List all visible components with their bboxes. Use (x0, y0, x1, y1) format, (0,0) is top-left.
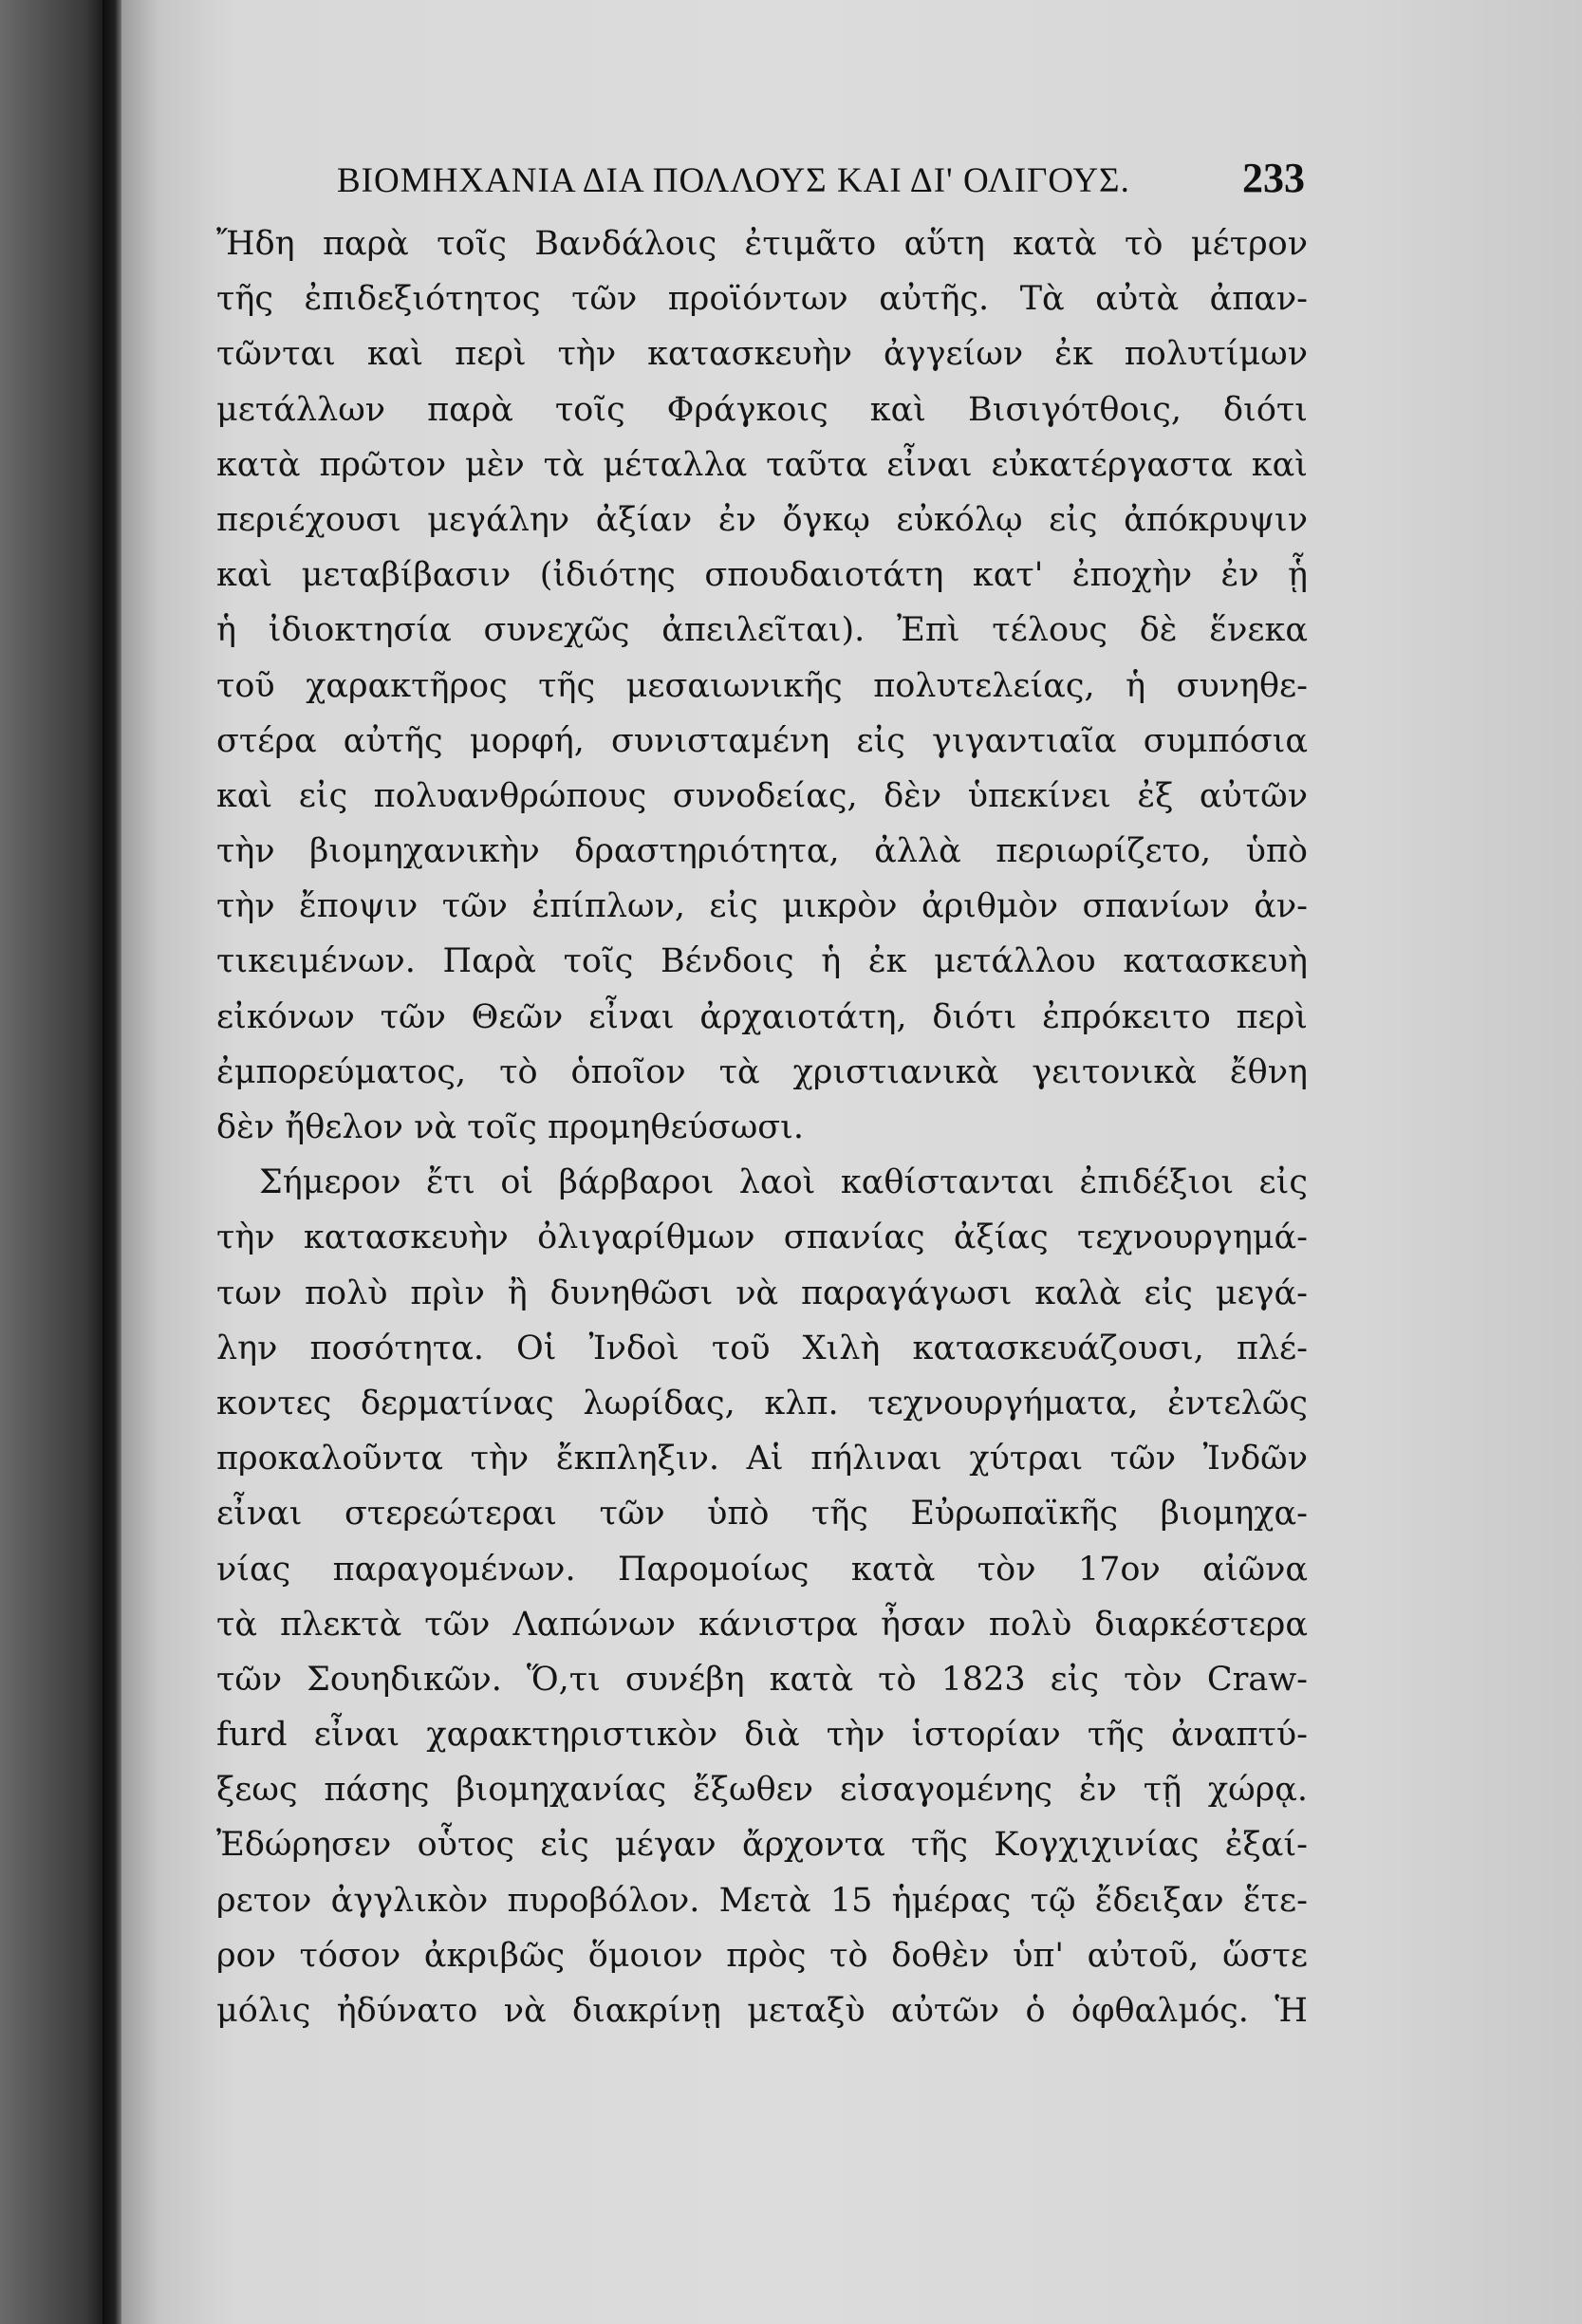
text-line: κοντες δερματίνας λωρίδας, κλπ. τεχνουργήματα, ἐντελῶς (216, 1384, 1308, 1422)
text-line: Σήμερον ἔτι οἱ βάρβαροι λαοὶ καθίστανται ἐπιδέξιοι εἰς (259, 1163, 1308, 1202)
text-line: καὶ μεταβίβασιν (ἰδιότης σπουδαιοτάτη κατ' ἐποχὴν ἐν ᾗ (216, 556, 1308, 595)
text-line: τῆς ἐπιδεξιότητος τῶν προϊόντων αὐτῆς. Τὰ αὐτὰ ἀπαν- (216, 280, 1308, 319)
text-line: στέρα αὐτῆς μορφή, συνισταμένη εἰς γιγαντιαῖα συμπόσια (216, 721, 1308, 760)
text-line: μόλις ἠδύνατο νὰ διακρίνῃ μεταξὺ αὐτῶν ὁ ὀφθαλμός. Ἡ (216, 1992, 1308, 2030)
text-line: εἰκόνων τῶν Θεῶν εἶναι ἀρχαιοτάτη, διότι ἐπρόκειτο περὶ (216, 997, 1308, 1036)
spine-shadow (102, 0, 123, 2324)
text-line: ρετον ἀγγλικὸν πυροβόλον. Μετὰ 15 ἡμέρας τῷ ἔδειξαν ἕτε- (216, 1881, 1308, 1920)
text-line: τοῦ χαρακτῆρος τῆς μεσαιωνικῆς πολυτελείας, ἡ συνηθε- (216, 666, 1308, 705)
text-line: Ἤδη παρὰ τοῖς Βανδάλοις ἐτιμᾶτο αὕτη κατὰ τὸ μέτρον (216, 225, 1308, 263)
text-line: νίας παραγομένων. Παρομοίως κατὰ τὸν 17ον αἰῶνα (216, 1550, 1308, 1589)
text-line: μετάλλων παρὰ τοῖς Φράγκοις καὶ Βισιγότθοις, διότι (216, 390, 1308, 429)
text-line: εἶναι στερεώτεραι τῶν ὑπὸ τῆς Εὐρωπαϊκῆς βιομηχα- (216, 1495, 1308, 1534)
text-line: περιέχουσι μεγάλην ἀξίαν ἐν ὄγκῳ εὐκόλῳ εἰς ἀπόκρυψιν (216, 500, 1308, 539)
text-line: τῶν Σουηδικῶν. Ὅ,τι συνέβη κατὰ τὸ 1823 εἰς τὸν Craw- (216, 1660, 1308, 1699)
text-line: τὴν κατασκευὴν ὀλιγαρίθμων σπανίας ἀξίας τεχνουργημά- (216, 1218, 1308, 1257)
text-line: τὴν ἔποψιν τῶν ἐπίπλων, εἰς μικρὸν ἀριθμὸν σπανίων ἀν- (216, 887, 1308, 926)
text-line: Ἐδώρησεν οὗτος εἰς μέγαν ἄρχοντα τῆς Κογχιχινίας ἐξαί- (216, 1826, 1308, 1865)
text-line: λην ποσότητα. Οἱ Ἰνδοὶ τοῦ Χιλὴ κατασκευάζουσι, πλέ- (216, 1329, 1308, 1367)
text-line: ἡ ἰδιοκτησία συνεχῶς ἀπειλεῖται). Ἐπὶ τέλους δὲ ἕνεκα (216, 611, 1308, 650)
text-line: των πολὺ πρὶν ἢ δυνηθῶσι νὰ παραγάγωσι καλὰ εἰς μεγά- (216, 1274, 1308, 1312)
text-line: προκαλοῦντα τὴν ἔκπληξιν. Αἱ πήλιναι χύτραι τῶν Ἰνδῶν (216, 1440, 1308, 1478)
page-number: 233 (1242, 155, 1305, 201)
text-line: ρον τόσον ἀκριβῶς ὅμοιον πρὸς τὸ δοθὲν ὑπ' αὐτοῦ, ὥστε (216, 1936, 1308, 1975)
text-line: καὶ εἰς πολυανθρώπους συνοδείας, δὲν ὑπεκίνει ἐξ αὐτῶν (216, 776, 1308, 815)
text-line: ἐμπορεύματος, τὸ ὁποῖον τὰ χριστιανικὰ γειτονικὰ ἔθνη (216, 1052, 1308, 1091)
text-line: κατὰ πρῶτον μὲν τὰ μέταλλα ταῦτα εἶναι εὐκατέργαστα καὶ (216, 445, 1308, 484)
text-line: τὰ πλεκτὰ τῶν Λαπώνων κάνιστρα ἦσαν πολὺ διαρκέστερα (216, 1605, 1308, 1644)
body-text (216, 216, 1308, 2038)
running-head: ΒΙΟΜΗΧΑΝΙΑ ΔΙΑ ΠΟΛΛΟΥΣ ΚΑΙ ΔΙ' ΟΛΙΓΟΥΣ. (337, 161, 1130, 200)
book-binding (0, 0, 119, 2324)
text-line: τικειμένων. Παρὰ τοῖς Βένδοις ἡ ἐκ μετάλλου κατασκευὴ (216, 942, 1308, 981)
text-line: δὲν ἤθελον νὰ τοῖς προμηθεύσωσι. (216, 1108, 805, 1146)
text-line: τὴν βιομηχανικὴν δραστηριότητα, ἀλλὰ περιωρίζετο, ὑπὸ (216, 832, 1308, 871)
text-line: furd εἶναι χαρακτηριστικὸν διὰ τὴν ἱστορίαν τῆς ἀναπτύ- (216, 1716, 1308, 1755)
text-line: τῶνται καὶ περὶ τὴν κατασκευὴν ἀγγείων ἐκ πολυτίμων (216, 335, 1308, 374)
text-line: ξεως πάσης βιομηχανίας ἔξωθεν εἰσαγομένης ἐν τῇ χώρᾳ. (216, 1771, 1308, 1810)
page-header (337, 154, 1305, 211)
